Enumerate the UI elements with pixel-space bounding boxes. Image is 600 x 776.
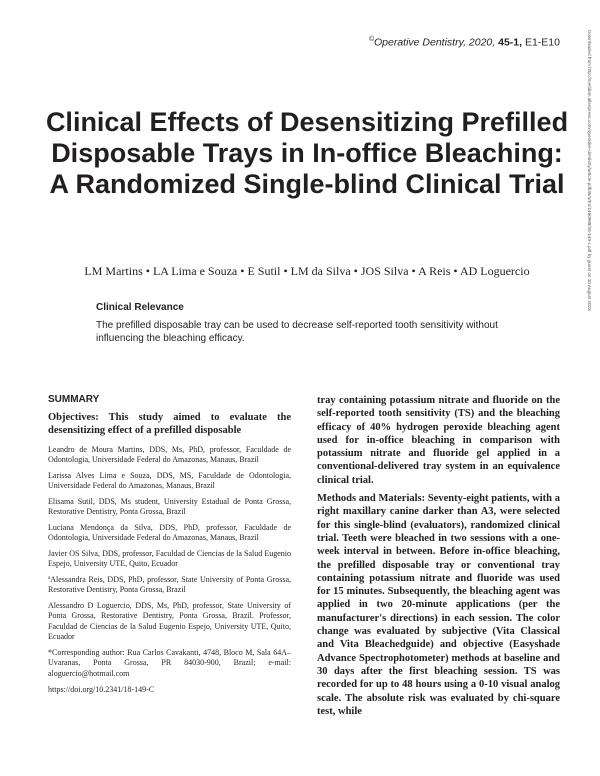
affiliation-item: ªAlessandra Reis, DDS, PhD, professor, State University of Ponta Grossa, Restorative Dentistry, Ponta Grossa, Brazil xyxy=(48,574,291,595)
affiliations xyxy=(48,445,291,680)
summary-objectives-continued: tray containing potassium nitrate and fluoride on the self-reported tooth sensitivity (TS) and the bleaching efficacy of 40% hydrogen peroxide bleaching agent used for in-office bleaching in comparison with potassium nitrate and fluoride gel applied in a conventional-delivered tray system in an equivalence clinical trial. xyxy=(317,395,560,486)
author-list: LM Martins • LA Lima e Souza • E Sutil • LM da Silva • JOS Silva • A Reis • AD Loguercio xyxy=(84,264,530,278)
download-watermark xyxy=(584,30,592,730)
copyright-symbol: © xyxy=(368,36,374,43)
affiliation-item: Elisama Sutil, DDS, Ms student, University Estadual de Ponta Grossa, Restorative Dentistry, Ponta Grossa, Brazil xyxy=(48,496,291,517)
doi-link[interactable]: https://doi.org/10.2341/18-149-C xyxy=(48,685,155,695)
summary-objectives: Objectives: This study aimed to evaluate the desensitizing effect of a prefilled disposable xyxy=(48,412,291,437)
affiliation-item: Leandro de Moura Martins, DDS, Ms, PhD, professor, Faculdade de Odontologia, Universidade Federal do Amazonas, Manaus, Brazil xyxy=(48,444,291,465)
clinical-relevance-heading: Clinical Relevance xyxy=(96,302,184,313)
right-column xyxy=(317,394,560,718)
affiliation-item: Javier OS Silva, DDS, professor, Faculdad de Ciencias de la Salud Eugenio Espejo, University UTE, Quito, Ecuador xyxy=(48,548,291,569)
journal-citation xyxy=(369,36,560,49)
affiliation-item: Alessandro D Loguercio, DDS, Ms, PhD, professor, State University of Ponta Grossa, Restorative Dentistry, Ponta Grossa, Brazil. Professor, Faculdad de Ciencias de la Salud Eugenio Espejo, University UTE, Quito, Ecuador xyxy=(48,600,291,642)
corresponding-author: *Corresponding author: Rua Carlos Cavakanti, 4748, Bloco M, Sala 64A–Uvaranas, Ponta Grossa, PR 84030-900, Brazil; e-mail: aloguercio@hotmail.com xyxy=(48,647,291,678)
affiliation-item: Luciana Mendonça da Silva, DDS, PhD, professor, Faculdade de Odontologia, Universidade Federal do Amazonas, Manaus, Brazil xyxy=(48,522,291,543)
journal-volume: 45-1, xyxy=(498,36,523,49)
journal-pages: E1-E10 xyxy=(524,36,560,49)
left-column xyxy=(48,394,291,695)
affiliation-item: Larissa Alves Lima e Souza, DDS, MS, Faculdade de Odontologia, Universidade Federal do Amazonas, Manaus, Brazil xyxy=(48,470,291,491)
summary-methods: Methods and Materials: Seventy-eight patients, with a right maxillary canine darker than A3, were selected for this single-blind (evaluators), randomized clinical trial. Teeth were bleached in two sessions with a one-week interval in between. Before in-office bleaching, the prefilled disposable tray or conventional tray containing potassium nitrate and fluoride was used for 15 minutes. Subsequently, the bleaching agent was applied in two 20-minute applications (per the manufacturer's directions) in each session. The color change was evaluated by subjective (Vita Classical and Vita Bleachedguide) and objective (Easyshade Advance Spectrophotometer) methods at baseline and 30 days after the first bleaching session. TS was recorded for up to 48 hours using a 0-10 visual analog scale. The absolute risk was evaluated by chi-square test, while xyxy=(317,493,560,717)
clinical-relevance-text: The prefilled disposable tray can be used to decrease self-reported tooth sensitivity without influencing the bleaching efficacy. xyxy=(96,320,498,344)
journal-name: Operative Dentistry, 2020, xyxy=(373,36,496,49)
download-watermark-text: Downloaded from http://meridian.allenpress.com/operative-dentistry/article-pdf/45/1/E1/1460988/18-149-c.pdf by guest on 10 August 2023 xyxy=(587,30,592,311)
article-title: Clinical Effects of Desensitizing Prefilled Disposable Trays in In-office Bleaching: A Randomized Single-blind Clinical Trial xyxy=(45,107,569,199)
summary-heading: SUMMARY xyxy=(48,394,100,405)
